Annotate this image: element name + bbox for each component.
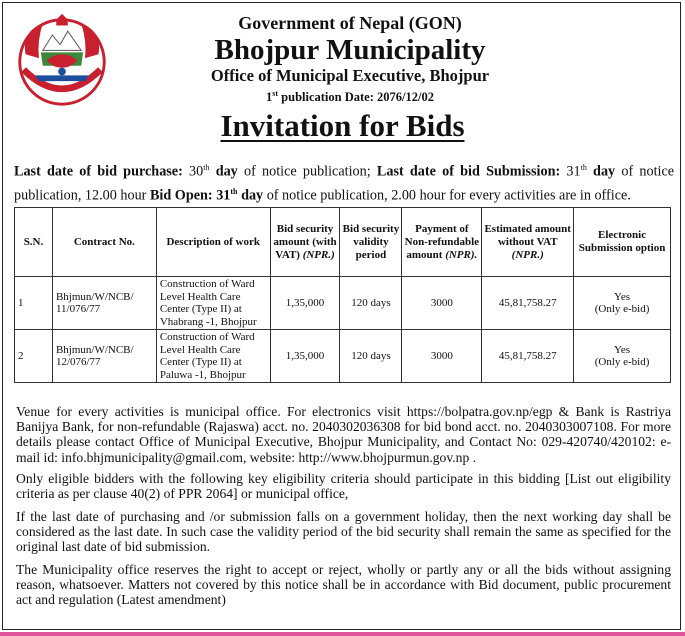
- row-payment: 3000: [402, 277, 482, 330]
- row-security: 1,35,000: [270, 277, 340, 330]
- header-electronic: Electronic Submission option: [574, 208, 671, 277]
- table-row: [15, 277, 671, 330]
- header-payment: Payment of Non-refundable amount (NPR).: [402, 208, 482, 277]
- reserve-paragraph: The Municipality office reserves the right to accept or reject, wholly or partly any or all the bids without assigning reason, whatsoever. Matters not covered by this notice shall be in accordance with Bid document, public procurement act and regulation (Latest amendment): [16, 562, 671, 608]
- row-sn: 2: [15, 330, 53, 383]
- header-contract: Contract No.: [52, 208, 156, 277]
- venue-paragraph: Venue for every activities is municipal office. For electronics visit https://bolpatra.gov.np/egp & Bank is Rastriya Banijya Bank, for non-refundable (Rajaswa) acct. no. 2040302036308 for bid bond acct. no. 2040303007108. For more details please contact Office of Municipal Executive, Bhojpur Municipality, and Contact No: 029-420740/420102: e-mail id: info.bhjmunicipality@gmail.com, website: http://www.bhojpurmun.gov.np .: [16, 404, 671, 465]
- row-contract: Bhjmun/W/NCB/ 12/076/77: [52, 330, 156, 383]
- row-description: Construction of Ward Level Health Care Center (Type II) at Vhabrang -1, Bhojpur: [156, 277, 270, 330]
- header-security: Bid security amount (with VAT) (NPR.): [270, 208, 340, 277]
- row-security: 1,35,000: [270, 330, 340, 383]
- bids-table: [14, 207, 671, 383]
- header-estimated: Estimated amount without VAT (NPR.): [482, 208, 574, 277]
- page-title: Invitation for Bids: [220, 108, 465, 143]
- eligibility-paragraph: Only eligible bidders with the following key eligibility criteria should participate in this bidding [List out eligibility criteria as per clause 40(2) of PPR 2064] or municipal office,: [16, 471, 671, 502]
- header-description: Description of work: [156, 208, 270, 277]
- row-electronic: Yes (Only e-bid): [574, 330, 671, 383]
- table-row: [15, 330, 671, 383]
- table-header-row: [15, 208, 671, 277]
- row-payment: 3000: [402, 330, 482, 383]
- nepal-emblem-icon: [14, 12, 110, 108]
- row-estimated: 45,81,758.27: [482, 277, 574, 330]
- row-electronic: Yes (Only e-bid): [574, 277, 671, 330]
- row-sn: 1: [15, 277, 53, 330]
- bottom-rule: [0, 632, 685, 636]
- row-contract: Bhjmun/W/NCB/ 11/076/77: [52, 277, 156, 330]
- notice-header: [110, 12, 590, 106]
- row-estimated: 45,81,758.27: [482, 330, 574, 383]
- holiday-paragraph: If the last date of purchasing and /or submission falls on a government holiday, then the next working day shall be considered as the last date. In such case the validity period of the bid security shall remain the same as specified for the original last date of bid submission.: [16, 509, 671, 555]
- row-validity: 120 days: [340, 330, 402, 383]
- office-name: Office of Municipal Executive, Bhojpur: [210, 66, 490, 85]
- row-validity: 120 days: [340, 277, 402, 330]
- government-name: Government of Nepal (GON): [238, 13, 462, 33]
- municipality-name: Bhojpur Municipality: [214, 34, 486, 66]
- header-sn: S.N.: [15, 208, 53, 277]
- publication-date: 1st publication Date: 2076/12/02: [266, 89, 434, 105]
- row-description: Construction of Ward Level Health Care Center (Type II) at Paluwa -1, Bhojpur: [156, 330, 270, 383]
- bid-dates: Last date of bid purchase: 30th day of notice publication; Last date of bid Submission: 31th day of notice publication, 12.00 hour Bid Open: 31th day of notice publication, 2.00 hour for every activities are in office.: [14, 163, 675, 204]
- header-validity: Bid security validity period: [340, 208, 402, 277]
